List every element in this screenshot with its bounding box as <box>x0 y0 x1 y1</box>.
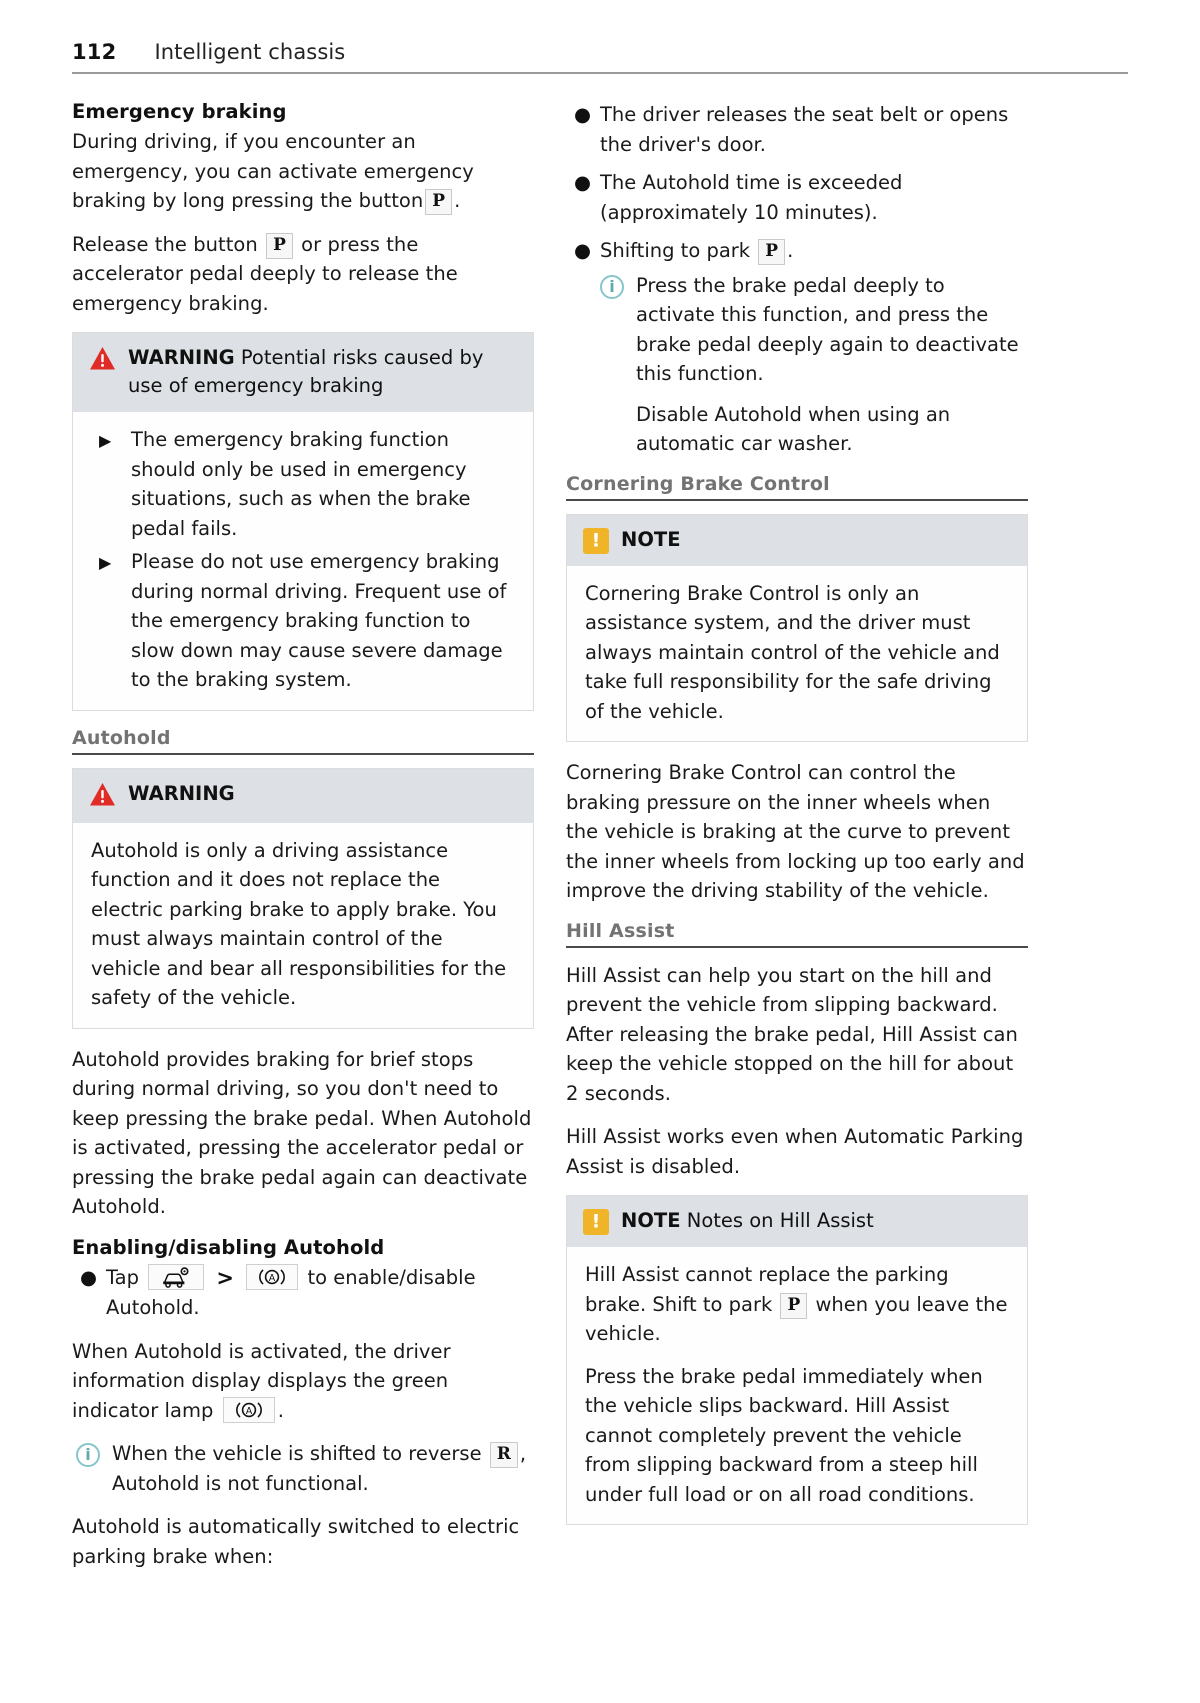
indicator-lamp-text-b: . <box>277 1398 284 1422</box>
note-title: Notes on Hill Assist <box>680 1209 874 1232</box>
paragraph-autohold-description: Autohold provides braking for brief stops during normal driving, so you don't need to keep pressing the brake pedal. When Autohold is activated, pressing the accelerator pedal or pressing the brake pedal again can deactivate Autohold. <box>72 1047 532 1218</box>
note-box-cornering <box>566 514 1028 743</box>
info-circle-icon <box>76 1443 100 1467</box>
tap-prefix-text: Tap <box>106 1265 140 1289</box>
note-box-header <box>567 515 1027 566</box>
heading-enabling-disabling-autohold: Enabling/disabling Autohold <box>72 1235 385 1259</box>
shift-park-text-b: . <box>787 239 794 262</box>
warning-list-item <box>91 425 515 543</box>
reverse-key-glyph: R <box>490 1442 518 1468</box>
car-settings-icon <box>148 1264 204 1290</box>
autohold-indicator-icon <box>223 1397 275 1423</box>
warning-item-list <box>91 425 515 695</box>
section-heading-cornering-brake-control: Cornering Brake Control <box>566 472 830 495</box>
autohold-indicator-icon <box>246 1264 298 1290</box>
warning-list-item <box>91 547 515 695</box>
note-text-a: Hill Assist cannot replace the parking brake. Shift to park <box>585 1263 949 1316</box>
page-number: 112 <box>72 40 117 64</box>
warning-header-text <box>128 344 517 400</box>
warning-box-body <box>73 412 533 710</box>
note-box-header <box>567 1196 1027 1247</box>
info-note-text-a: When the vehicle is shifted to reverse <box>112 1442 482 1465</box>
warning-header-text <box>128 780 235 808</box>
emergency-intro-text-a: During driving, if you encounter an emergency, you can activate emergency braking by long pressing the button <box>72 130 474 212</box>
note-text-b: when you leave the vehicle. <box>585 1292 1008 1345</box>
bullet-dot-icon: ● <box>574 171 592 194</box>
heading-emergency-braking: Emergency braking <box>72 100 287 123</box>
info-note-paragraph: Press the brake pedal deeply to activate this function, and press the brake pedal deeply again to deactivate this function. <box>636 273 1019 385</box>
note-body-text: Cornering Brake Control is only an assistance system, and the driver must always maintain control of the vehicle and take full responsibility for the safe driving of the vehicle. <box>585 581 1000 723</box>
section-rule-autohold <box>72 753 534 755</box>
chevron-right-icon: > <box>216 1265 235 1290</box>
list-item <box>566 100 1028 159</box>
warning-body-text: Autohold is only a driving assistance function and it does not replace the electric parking brake to apply brake. You must always maintain control of the vehicle and bear all responsibilities for the safety of the vehicle. <box>91 838 507 1009</box>
info-note-text <box>112 1439 534 1498</box>
paragraph-autohold-switch: Autohold is automatically switched to electric parking brake when: <box>72 1515 520 1568</box>
warning-triangle-icon <box>89 346 116 375</box>
bullet-dot-icon: ● <box>80 1265 98 1289</box>
park-key-glyph-4: P <box>780 1293 807 1319</box>
note-box-body <box>567 1247 1027 1524</box>
emergency-release-text-b: or press the accelerator pedal deeply to release the emergency braking. <box>72 232 458 315</box>
info-note-shift-park <box>600 271 1028 459</box>
warning-box-body <box>73 823 533 1028</box>
warning-label: WARNING <box>128 346 235 369</box>
triangle-bullet-icon: ▶ <box>99 431 112 450</box>
note-box-body <box>567 566 1027 742</box>
emergency-intro-text-b: . <box>454 189 461 212</box>
left-column <box>72 100 534 1585</box>
paragraph-cornering-description: Cornering Brake Control can control the braking pressure on the inner wheels when the vehicle is braking at the curve to prevent the inner wheels from locking up too early and improve the driving stability of the vehicle. <box>566 761 1025 902</box>
page-columns <box>72 100 1128 1585</box>
list-item <box>566 236 1028 459</box>
header-rule <box>72 72 1128 74</box>
svg-text:A: A <box>268 1272 276 1284</box>
info-circle-icon <box>600 275 624 299</box>
autohold-enable-list <box>72 1263 534 1323</box>
autohold-conditions-list <box>566 100 1028 459</box>
paragraph-indicator-lamp <box>72 1337 534 1426</box>
info-note-text-b: , Autohold is not functional. <box>112 1442 527 1495</box>
note-body-paragraph: Press the brake pedal immediately when the vehicle slips backward. Hill Assist cannot completely prevent the vehicle from slipping backward from a steep hill under full load or on all road conditions. <box>585 1364 983 1506</box>
note-header-text <box>621 1207 874 1235</box>
paragraph-emergency-release <box>72 230 534 319</box>
list-item <box>72 1263 534 1323</box>
indicator-lamp-text-a: When Autohold is activated, the driver information display displays the green indicator lamp <box>72 1339 451 1422</box>
section-rule-cornering <box>566 499 1028 501</box>
warning-list-item-text: The emergency braking function should only be used in emergency situations, such as when the brake pedal fails. <box>131 428 471 540</box>
park-key-glyph-2: P <box>266 233 293 259</box>
paragraph-hill-assist-2: Hill Assist works even when Automatic Parking Assist is disabled. <box>566 1125 1024 1178</box>
note-exclamation-icon <box>583 1209 609 1235</box>
bullet-dot-icon: ● <box>574 239 592 262</box>
note-header-text <box>621 526 681 554</box>
warning-list-item-text: Please do not use emergency braking during normal driving. Frequent use of the emergency braking function to slow down may cause severe damage to the braking system. <box>131 550 507 691</box>
section-rule-hill-assist <box>566 946 1028 948</box>
warning-triangle-icon <box>89 782 116 811</box>
triangle-bullet-icon: ▶ <box>99 553 112 572</box>
condition-text: The Autohold time is exceeded (approximately 10 minutes). <box>600 171 903 224</box>
section-heading-hill-assist: Hill Assist <box>566 919 675 942</box>
info-note-reverse <box>72 1439 534 1498</box>
chapter-title: Intelligent chassis <box>154 40 346 64</box>
bullet-dot-icon: ● <box>574 103 592 126</box>
paragraph-emergency-intro <box>72 127 534 216</box>
park-key-glyph-3: P <box>758 239 785 265</box>
note-label: NOTE <box>621 527 681 551</box>
warning-box-header <box>73 769 533 823</box>
tap-suffix-text: to enable/disable Autohold. <box>106 1265 476 1319</box>
note-label: NOTE <box>621 1209 681 1232</box>
shift-park-text-a: Shifting to park <box>600 239 751 262</box>
page-header <box>72 40 1128 82</box>
warning-box-autohold <box>72 768 534 1029</box>
info-note-paragraph: Disable Autohold when using an automatic car washer. <box>636 402 951 455</box>
warning-label: WARNING <box>128 781 235 805</box>
right-column <box>566 100 1028 1585</box>
svg-text:A: A <box>245 1405 253 1417</box>
header-row <box>72 40 1128 72</box>
warning-box-emergency-braking <box>72 332 534 711</box>
warning-box-header <box>73 333 533 412</box>
note-body-paragraph <box>585 1260 1009 1349</box>
emergency-release-text-a: Release the button <box>72 232 258 256</box>
section-heading-autohold: Autohold <box>72 726 171 749</box>
paragraph-hill-assist-1: Hill Assist can help you start on the hill and prevent the vehicle from slipping backward. After releasing the brake pedal, Hill Assist can keep the vehicle stopped on the hill for about 2 seconds. <box>566 963 1018 1105</box>
note-box-hill-assist <box>566 1195 1028 1525</box>
list-item <box>566 168 1028 227</box>
condition-text: The driver releases the seat belt or opens the driver's door. <box>600 103 1009 156</box>
park-key-glyph: P <box>425 189 452 215</box>
warning-title: Potential risks caused by use of emergency braking <box>128 346 484 397</box>
note-exclamation-icon <box>583 528 609 554</box>
